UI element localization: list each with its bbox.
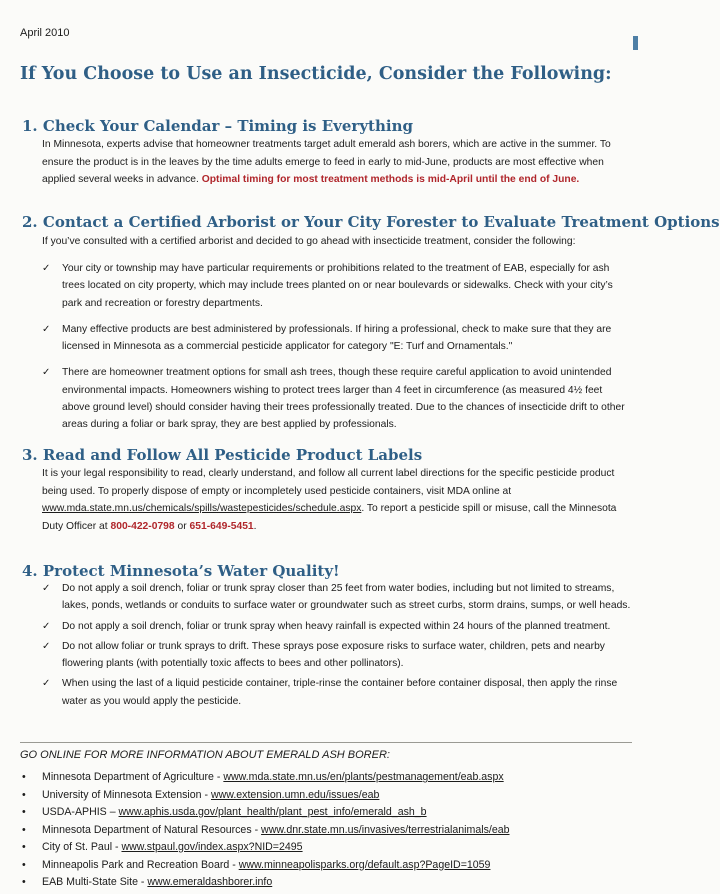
duty-officer-phone-2: 651-649-5451 (189, 520, 254, 532)
resource-link[interactable]: www.stpaul.gov/index.aspx?NID=2495 (121, 841, 303, 853)
section-4-heading: 4. Protect Minnesota’s Water Quality! (22, 562, 340, 580)
resource-link[interactable]: www.mda.state.mn.us/en/plants/pestmanagement/eab.aspx (223, 771, 504, 783)
bullet-icon: • (22, 858, 26, 871)
resource-item (20, 839, 632, 857)
bullet-icon: • (22, 876, 26, 888)
section-1-heading: 1. Check Your Calendar – Timing is Everything (22, 117, 413, 135)
resource-link[interactable]: www.minneapolisparks.org/default.asp?PageID=1059 (238, 858, 491, 871)
online-resources-list (20, 769, 632, 892)
checklist-item-text: Do not apply a soil drench, foliar or trunk spray when heavy rainfall is expected within 24 hours of the planned treatment. (62, 620, 611, 632)
checkmark-icon: ✓ (42, 620, 51, 632)
checkmark-icon: ✓ (42, 640, 51, 652)
mda-disposal-link[interactable]: www.mda.state.mn.us/chemicals/spills/wastepesticides/schedule.aspx (42, 503, 362, 515)
duty-officer-phone-1: 800-422-0798 (110, 520, 175, 532)
resource-link[interactable]: www.aphis.usda.gov/plant_health/plant_pest_info/emerald_ash_b (118, 806, 427, 818)
checklist-item (42, 618, 632, 635)
bullet-icon: • (22, 841, 26, 853)
resource-name: EAB Multi-State Site - (42, 876, 148, 888)
checklist-item-text: Many effective products are best administered by professionals. If hiring a professional, check to make sure that they are licensed in Minnesota as a commercial pesticide applicator for category "E: Turf and Ornamentals." (62, 323, 612, 353)
resource-name: Minneapolis Park and Recreation Board - (42, 858, 239, 871)
resource-name: City of St. Paul - (42, 841, 122, 853)
checkmark-icon: ✓ (42, 678, 51, 690)
resource-item (20, 822, 632, 840)
section-3-end: . (253, 520, 257, 532)
section-divider (20, 742, 632, 743)
checklist-item (42, 364, 632, 433)
section-3-body: It is your legal responsibility to read, clearly understand, and follow all current label directions for the specific pesticide product being used. To properly dispose of empty or incompletely used pesticide containers, visit MDA online at (42, 468, 615, 497)
resource-link[interactable]: www.dnr.state.mn.us/invasives/terrestrialanimals/eab (261, 823, 510, 836)
bullet-icon: • (22, 806, 26, 818)
document-date: April 2010 (20, 27, 70, 39)
checklist-item-text: Do not apply a soil drench, foliar or trunk spray closer than 25 feet from water bodies, including but not limited to streams, lakes, ponds, wetlands or conduits to surface water or groundwater such as street curbs, storm drains, sumps, or well heads. (62, 583, 631, 612)
resource-item (20, 874, 632, 892)
resource-item (20, 769, 632, 787)
checkmark-icon: ✓ (42, 323, 51, 335)
checklist-item (42, 675, 632, 710)
resource-item (20, 787, 632, 805)
checkmark-icon: ✓ (42, 263, 51, 274)
checklist-item-text: Your city or township may have particular requirements or prohibitions related to the treatment of EAB, especially for ash trees located on city property, which may include trees planted on or near boulevards or sidewalks. Check with your city’s park and recreation or forestry departments. (62, 263, 613, 309)
section-1-body: In Minnesota, experts advise that homeowner treatments target adult emerald ash borers, which are active in the summer. To ensure the product is in the leaves by the time adults emerge to feed in early to mid-June, products are most effective when applied several weeks in advance. (42, 139, 611, 186)
resource-item (20, 857, 632, 875)
online-resources-heading: GO ONLINE FOR MORE INFORMATION ABOUT EMERALD ASH BORER: (20, 749, 390, 761)
section-1-text (42, 136, 630, 189)
resource-link[interactable]: www.extension.umn.edu/issues/eab (210, 788, 380, 801)
checklist-item (42, 638, 632, 673)
page-title: If You Choose to Use an Insecticide, Consider the Following: (20, 64, 612, 84)
section-3-heading: 3. Read and Follow All Pesticide Product Labels (22, 446, 423, 464)
checklist-item (42, 321, 632, 356)
section-3-body-continued: . To report a pesticide spill or misuse, call the Minnesota Duty Officer at (42, 503, 617, 532)
checklist-item-text: When using the last of a liquid pesticide container, triple-rinse the container before container disposal, then apply the rinse water as you would apply the pesticide. (62, 678, 618, 707)
page-edge-mark (633, 36, 638, 50)
section-3-text (42, 465, 630, 535)
checklist-item-text: Do not allow foliar or trunk sprays to drift. These sprays pose exposure risks to surface water, children, pets and nearby flowering plants (with potentially toxic affects to bees and other pollinators). (62, 640, 605, 670)
resource-name: Minnesota Department of Agriculture - (42, 771, 224, 783)
resource-name: University of Minnesota Extension - (42, 788, 211, 801)
bullet-icon: • (22, 823, 26, 836)
section-2-intro: If you’ve consulted with a certified arborist and decided to go ahead with insecticide treatment, consider the following: (42, 236, 576, 247)
bullet-icon: • (22, 788, 26, 801)
resource-item (20, 804, 632, 822)
checklist-item (42, 580, 632, 615)
section-1-highlight: Optimal timing for most treatment methods is mid-April until the end of June. (201, 174, 580, 186)
section-2-checklist (42, 260, 632, 434)
section-4-checklist (42, 580, 632, 710)
checkmark-icon: ✓ (42, 583, 51, 594)
checklist-item (42, 260, 632, 312)
checkmark-icon: ✓ (42, 367, 51, 379)
phone-or-text: or (177, 520, 187, 532)
resource-link[interactable]: www.emeraldashborer.info (147, 876, 273, 888)
checklist-item-text: There are homeowner treatment options for small ash trees, though these require careful application to avoid unintended environmental impacts. Homeowners wishing to protect trees larger than 4 feet in circumference (as measured 4½ feet above ground level) should consider having their trees professionally treated. Due to the chances of insecticide drift to other areas during a foliar or bark spray, they are best applied by professionals. (62, 367, 625, 431)
section-2-heading: 2. Contact a Certified Arborist or Your City Forester to Evaluate Treatment Options (22, 213, 720, 231)
bullet-icon: • (22, 771, 26, 783)
resource-name: USDA-APHIS – (42, 806, 119, 818)
resource-name: Minnesota Department of Natural Resources - (42, 823, 262, 836)
